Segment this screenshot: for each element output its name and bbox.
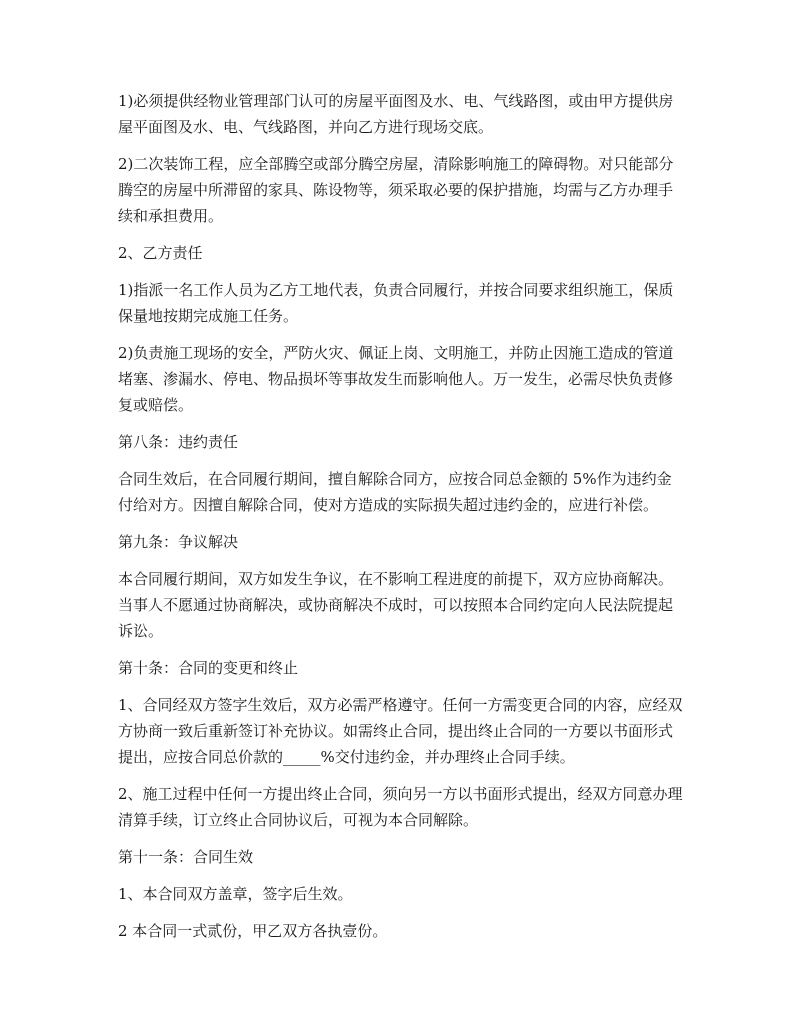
clause-party-a-item-1: 1)必须提供经物业管理部门认可的房屋平面图及水、电、气线路图，或由甲方提供房屋平面图及水、电、气线路图，并向乙方进行现场交底。 xyxy=(118,92,674,136)
document-body xyxy=(118,88,684,955)
section-heading-party-b: 2、乙方责任 xyxy=(118,244,203,262)
clause-party-b-item-1: 1)指派一名工作人员为乙方工地代表，负责合同履行，并按合同要求组织施工，保质保量地按期完成施工任务。 xyxy=(118,281,674,325)
article-8-body: 合同生效后，在合同履行期间，擅自解除合同方，应按合同总金额的 5%作为违约金付给对方。因擅自解除合同，使对方造成的实际损失超过违约金的，应进行补偿。 xyxy=(118,470,672,514)
article-9-heading: 第九条：争议解决 xyxy=(118,533,239,551)
article-10-heading: 第十条：合同的变更和终止 xyxy=(118,659,299,677)
article-11-heading: 第十一条：合同生效 xyxy=(118,848,254,866)
article-10-item-1: 1、合同经双方签字生效后，双方必需严格遵守。任何一方需变更合同的内容，应经双方协商一致后重新签订补充协议。如需终止合同，提出终止合同的一方要以书面形式提出，应按合同总价款的_____%交付违约金，并办理终止合同手续。 xyxy=(118,696,683,766)
article-11-item-1: 1、本合同双方盖章，签字后生效。 xyxy=(118,885,353,903)
article-9-body: 本合同履行期间，双方如发生争议，在不影响工程进度的前提下，双方应协商解决。当事人不愿通过协商解决，或协商解决不成时，可以按照本合同约定向人民法院提起诉讼。 xyxy=(118,570,674,640)
clause-party-a-item-2: 2)二次装饰工程，应全部腾空或部分腾空房屋，清除影响施工的障碍物。对只能部分腾空的房屋中所滞留的家具、陈设物等，须采取必要的保护措施，均需与乙方办理手续和承担费用。 xyxy=(118,155,674,225)
article-11-item-2: 2 本合同一式贰份，甲乙双方各执壹份。 xyxy=(118,922,388,940)
clause-party-b-item-2: 2)负责施工现场的安全，严防火灾、佩证上岗、文明施工，并防止因施工造成的管道堵塞、渗漏水、停电、物品损坏等事故发生而影响他人。万一发生，必需尽快负责修复或赔偿。 xyxy=(118,344,674,414)
article-10-item-2: 2、施工过程中任何一方提出终止合同，须向另一方以书面形式提出，经双方同意办理清算手续，订立终止合同协议后，可视为本合同解除。 xyxy=(118,785,683,829)
article-8-heading: 第八条：违约责任 xyxy=(118,433,239,451)
